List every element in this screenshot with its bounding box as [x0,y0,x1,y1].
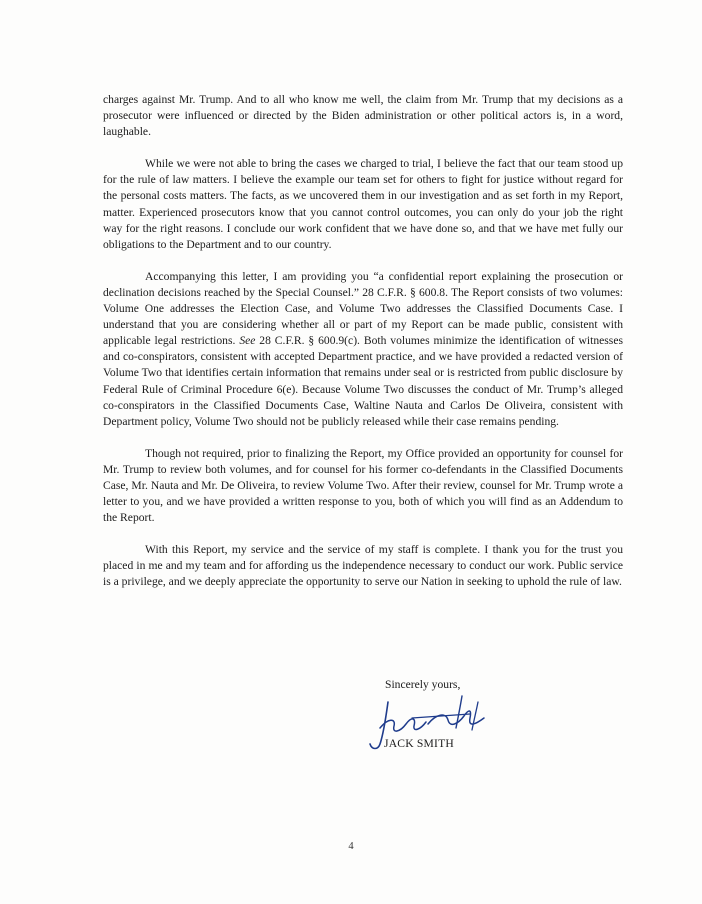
paragraph-4: Though not required, prior to finalizing the Report, my Office provided an opportunity for counsel for Mr. Trump to review both volumes, and for counsel for his former co-defendants in the Classified Documents Case, Mr. Nauta and Mr. De Oliveira, to review Volume Two. After their review, counsel for Mr. Trump wrote a letter to you, and we have provided a written response to you, both of which you will find as an Addendum to the Report. [103,446,623,525]
paragraph-2: While we were not able to bring the cases we charged to trial, I believe the fact that our team stood up for the rule of law matters. I believe the example our team set for others to fight for justice without regard for the personal costs matters. The facts, as we uncovered them in our investigation and as set forth in my Report, matter. Experienced prosecutors know that you cannot control outcomes, you can only do your job the right way for the right reasons. I conclude our work confident that we have done so, and that we have met fully our obligations to the Department and to our country. [103,157,623,251]
letter-body [103,92,623,607]
see-citation-signal: See [239,334,256,348]
closing-salutation: Sincerely yours, [385,678,461,691]
paragraph-5: With this Report, my service and the service of my staff is complete. I thank you for the trust you placed in me and my team and for affording us the independence necessary to conduct our work. Public service is a privilege, and we deeply appreciate the opportunity to serve our Nation in seeking to uphold the rule of law. [103,543,623,589]
paragraph-3 [103,269,623,430]
signer-name: JACK SMITH [384,737,454,750]
paragraph-3-main: Accompanying this letter, I am providing you “a confidential report explaining the prosecution or declination decisions reached by the Special Counsel.” 28 C.F.R. § 600.8. The Report consists of two volumes: Volume One addresses the Election Case, and Volume Two addresses the Classified Documents Case. I understand that you are considering whether all or part of my Report can be made public, consistent with applicable legal restrictions. [103,269,623,348]
page-number: 4 [348,841,354,852]
paragraph-3-continued: 28 C.F.R. § 600.9(c). Both volumes minimize the identification of witnesses and co-conspirators, consistent with accepted Department practice, and we have provided a redacted version of Volume Two that identifies certain information that remains under seal or is restricted from public disclosure by Federal Rule of Criminal Procedure 6(e). Because Volume Two discusses the conduct of Mr. Trump’s alleged co-conspirators in the Classified Documents Case, Waltine Nauta and Carlos De Oliveira, consistent with Department policy, Volume Two should not be publicly released while their case remains pending. [103,334,623,428]
paragraph-1: charges against Mr. Trump. And to all who know me well, the claim from Mr. Trump that my decisions as a prosecutor were influenced or directed by the Biden administration or other political actors is, in a word, laughable. [103,93,623,139]
